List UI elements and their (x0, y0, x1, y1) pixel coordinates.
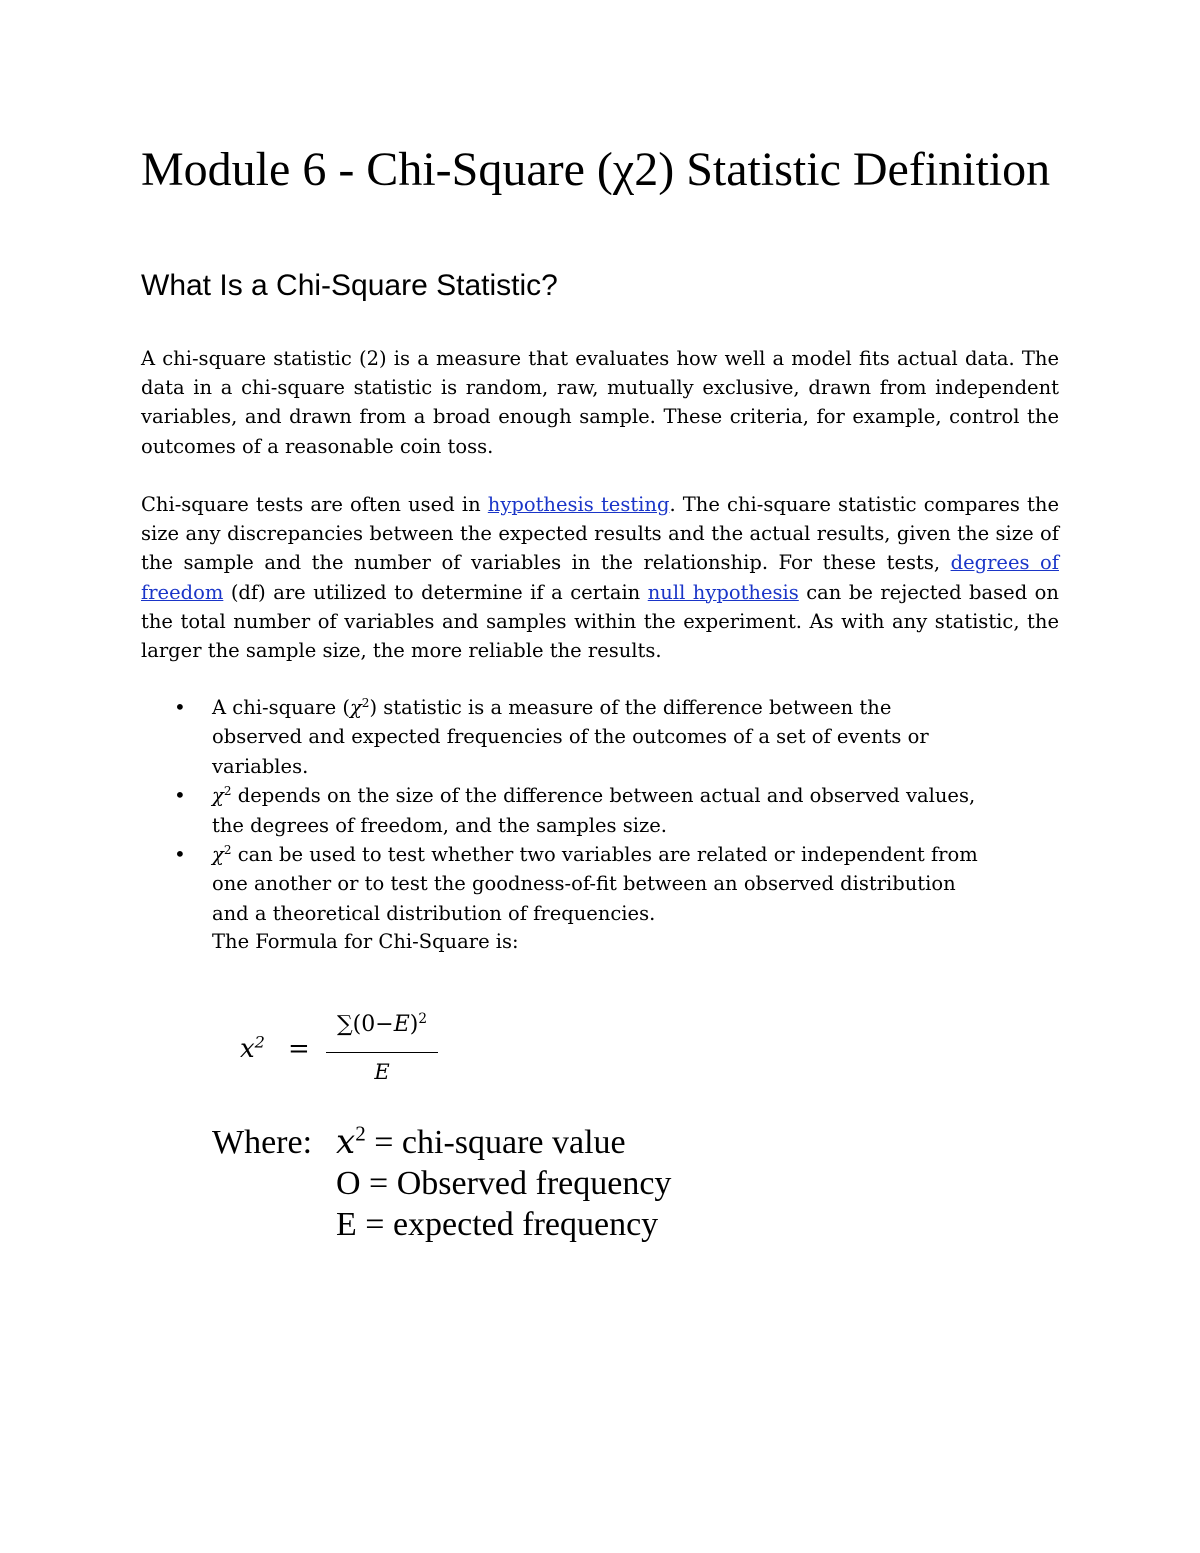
paragraph-text: (df) are utilized to determine if a certain (223, 580, 648, 604)
formula-lhs-superscript: 2 (254, 1032, 265, 1052)
formula-numerator (326, 1012, 438, 1037)
bullet-icon: • (174, 842, 186, 867)
superscript: 2 (223, 783, 232, 798)
bullet-text: A chi-square ( (212, 696, 350, 719)
link-degrees-of-freedom[interactable]: degrees of freedom (141, 551, 1059, 604)
formula-denominator: E (374, 1060, 390, 1084)
paragraph-intro: A chi-square statistic (2) is a measure that evaluates how well a model fits actual data. The data in a chi-square statistic is random, raw, mutually exclusive, drawn from independent variables, and drawn from a broad enough sample. These criteria, for example, control the outcomes of a reasonable coin toss. (141, 347, 1059, 458)
where-definitions (212, 1122, 671, 1245)
superscript: 2 (355, 1121, 366, 1146)
formula-intro: The Formula for Chi-Square is: (212, 930, 519, 953)
link-hypothesis-testing[interactable]: hypothesis testing (487, 493, 670, 516)
where-definition: E = expected frequency (336, 1206, 659, 1243)
where-row (212, 1204, 671, 1245)
where-definition: = chi-square value (365, 1124, 626, 1161)
where-row (212, 1122, 671, 1163)
formula-equals: = (288, 1034, 310, 1064)
superscript: 2 (223, 842, 232, 857)
where-definition: O = Observed frequency (336, 1165, 672, 1202)
chi-symbol: χ (212, 843, 224, 867)
paragraph-text: Chi-square tests are often used in (141, 493, 488, 516)
formula-numerator-superscript: 2 (418, 1010, 428, 1027)
chi-symbol: 𝑥 (336, 1122, 356, 1162)
bullet-icon: • (174, 695, 186, 719)
bullet-text: can be used to test whether two variables are related or independent from one another or to test the goodness-of-fit between an observed distribution and a theoretical distribution of frequencies. (212, 843, 978, 925)
page-title: Module 6 - Chi-Square (χ2) Statistic Definition (141, 143, 1051, 196)
paragraph-text: can be rejected based on the total number of variables and samples within the experiment. As with any statistic, the larger the sample size, the more reliable the results. (141, 580, 1059, 663)
bullet-text: depends on the size of the difference between actual and observed values, the degrees of freedom, and the samples size. (212, 784, 976, 837)
superscript: 2 (361, 695, 370, 710)
formula-lhs-symbol: 𝑥 (240, 1034, 255, 1064)
section-heading: What Is a Chi-Square Statistic? (141, 269, 558, 302)
formula-lhs (240, 1034, 265, 1064)
list-item (141, 840, 982, 928)
paragraph-text: . The chi-square statistic compares the size any discrepancies between the expected results and the actual results, given the size of the sample and the number of variables in the relationship. For these tests, (141, 493, 1059, 575)
bullet-icon: • (174, 783, 186, 808)
bullet-text: ) statistic is a measure of the difference between the observed and expected frequencies of the outcomes of a set of events or variables. (212, 696, 929, 778)
where-label: Where: (212, 1124, 313, 1161)
where-row (212, 1163, 671, 1204)
chi-square-formula (240, 1012, 500, 1092)
paragraph-tests (141, 490, 1059, 665)
list-item (141, 693, 982, 781)
key-points-list (141, 693, 1059, 928)
chi-symbol: χ (349, 696, 362, 719)
list-item (141, 781, 982, 840)
formula-numerator-text: ∑(0−𝐸) (336, 1012, 419, 1037)
chi-symbol: χ (212, 784, 224, 808)
link-null-hypothesis[interactable]: null hypothesis (647, 580, 799, 604)
fraction-bar (326, 1052, 438, 1053)
